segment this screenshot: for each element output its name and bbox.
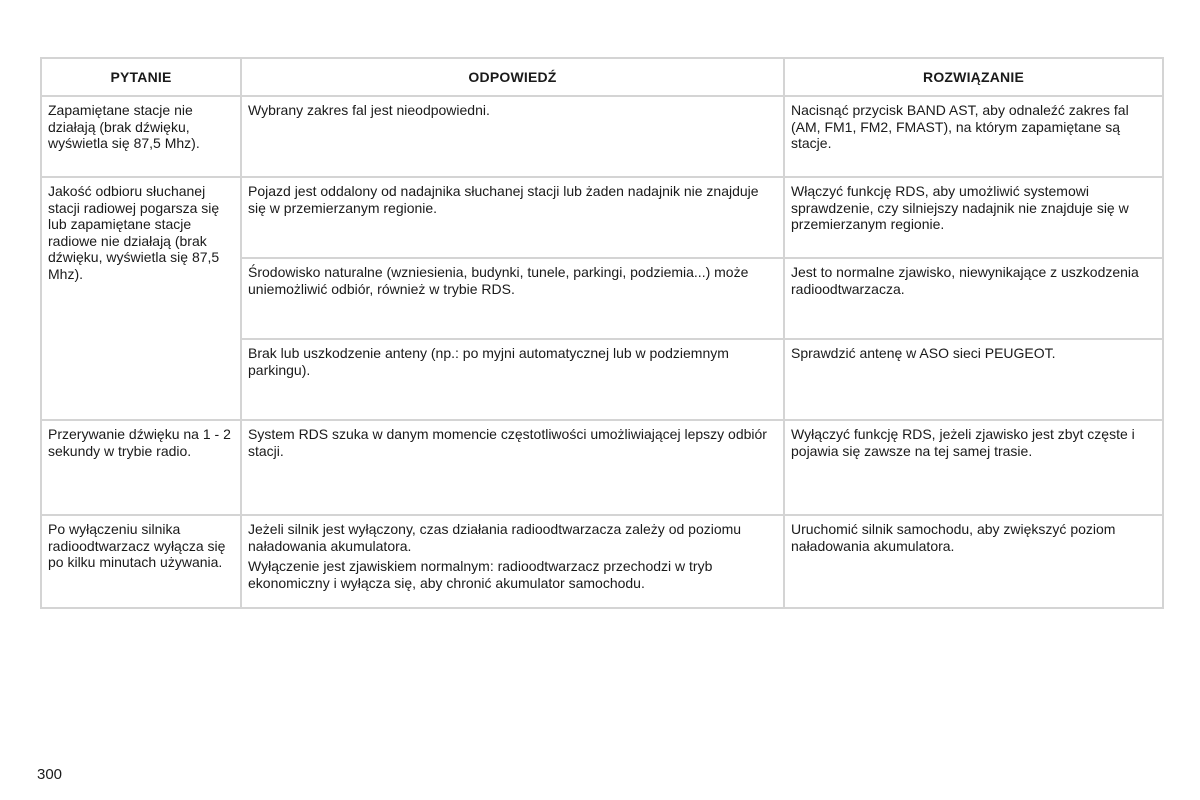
page-number: 300 — [37, 766, 63, 783]
solution-cell: Jest to normalne zjawisko, niewynikające z uszkodzenia radioodtwarzacza. — [784, 258, 1163, 339]
header-answer: ODPOWIEDŹ — [241, 58, 784, 96]
answer-cell: Brak lub uszkodzenie anteny (np.: po myjni automatycznej lub w podziemnym parkingu). — [241, 339, 784, 420]
table-row — [41, 96, 1163, 177]
solution-cell: Nacisnąć przycisk BAND AST, aby odnaleźć zakres fal (AM, FM1, FM2, FMAST), na którym zapamiętane są stacje. — [784, 96, 1163, 177]
question-cell: Przerywanie dźwięku na 1 - 2 sekundy w trybie radio. — [41, 420, 241, 515]
answer-cell: Pojazd jest oddalony od nadajnika słuchanej stacji lub żaden nadajnik nie znajduje się w przemierzanym regionie. — [241, 177, 784, 258]
solution-cell: Włączyć funkcję RDS, aby umożliwić systemowi sprawdzenie, czy silniejszy nadajnik nie znajduje się w przemierzanym regionie. — [784, 177, 1163, 258]
table-header-row — [41, 58, 1163, 96]
answer-cell: System RDS szuka w danym momencie częstotliwości umożliwiającej lepszy odbiór stacji. — [241, 420, 784, 515]
answer-cell: Środowisko naturalne (wzniesienia, budynki, tunele, parkingi, podziemia...) może uniemożliwić odbiór, również w trybie RDS. — [241, 258, 784, 339]
table-row — [41, 177, 1163, 258]
answer-paragraph: Wyłączenie jest zjawiskiem normalnym: radioodtwarzacz przechodzi w tryb ekonomiczny i wyłącza się, aby chronić akumulator samochodu. — [248, 558, 713, 591]
solution-cell: Wyłączyć funkcję RDS, jeżeli zjawisko jest zbyt częste i pojawia się zawsze na tej samej trasie. — [784, 420, 1163, 515]
answer-paragraph: Jeżeli silnik jest wyłączony, czas działania radioodtwarzacza zależy od poziomu naładowania akumulatora. — [248, 521, 742, 554]
question-cell: Jakość odbioru słuchanej stacji radiowej pogarsza się lub zapamiętane stacje radiowe nie działają (brak dźwięku, wyświetla się 87,5 Mhz). — [41, 177, 241, 420]
question-cell: Po wyłączeniu silnika radioodtwarzacz wyłącza się po kilku minutach używania. — [41, 515, 241, 608]
header-solution: ROZWIĄZANIE — [784, 58, 1163, 96]
answer-cell: Wybrany zakres fal jest nieodpowiedni. — [241, 96, 784, 177]
table-row — [41, 420, 1163, 515]
answer-cell — [241, 515, 784, 608]
table-row — [41, 515, 1163, 608]
question-cell: Zapamiętane stacje nie działają (brak dźwięku, wyświetla się 87,5 Mhz). — [41, 96, 241, 177]
solution-cell: Sprawdzić antenę w ASO sieci PEUGEOT. — [784, 339, 1163, 420]
troubleshooting-table-container — [40, 57, 1162, 609]
solution-cell: Uruchomić silnik samochodu, aby zwiększyć poziom naładowania akumulatora. — [784, 515, 1163, 608]
troubleshooting-table — [40, 57, 1164, 609]
header-question: PYTANIE — [41, 58, 241, 96]
